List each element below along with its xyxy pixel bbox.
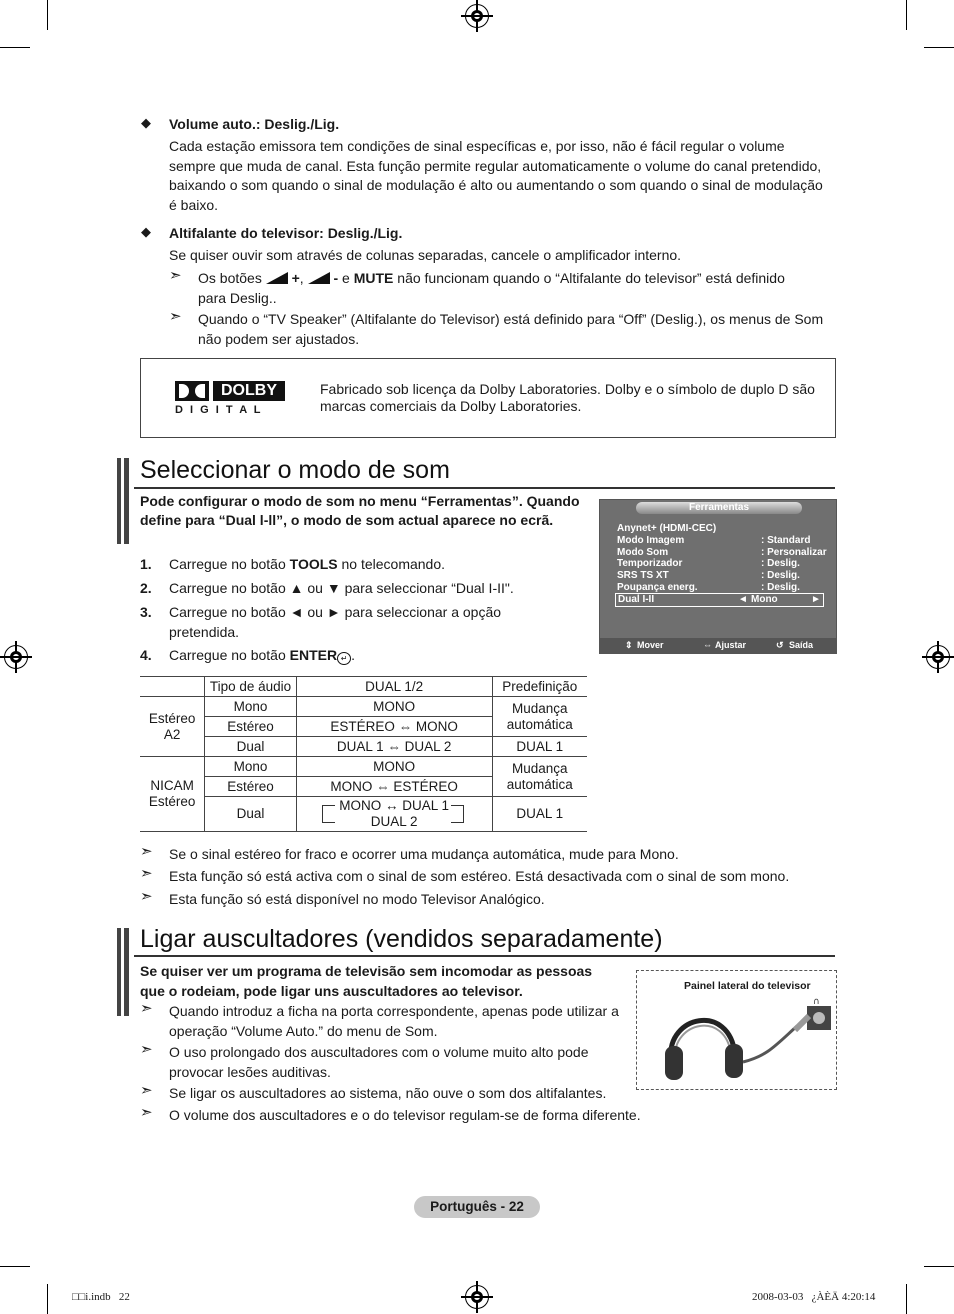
dolby-box [140, 358, 836, 438]
table-header: Predefinição [492, 677, 587, 697]
plus-label: + [291, 270, 300, 286]
print-date: 2008-03-03 ¿ÀÈÄ 4:20:14 [752, 1291, 876, 1303]
bullet-diamond-icon: ◆ [141, 224, 151, 239]
note-arrow-icon: ➣ [140, 1000, 153, 1017]
headphones-icon [657, 996, 832, 1084]
table-cell: Mudança automática [492, 697, 587, 737]
headphones-note: O volume dos auscultadores e o do televisor regulam-se de forma diferente. [169, 1107, 641, 1123]
double-d-icon [175, 381, 209, 401]
heading-rule [134, 487, 835, 489]
dolby-text: Fabricado sob licença da Dolby Laboratories. Dolby e o símbolo de duplo D são marcas comerciais da Dolby Laboratories. [320, 381, 815, 414]
note-text: Os botões [198, 270, 262, 286]
sound-mode-intro: Pode configurar o modo de som no menu “Ferramentas”. Quando define para “Dual l-ll”, o modo de som actual aparece no ecrã. [140, 493, 580, 528]
tools-menu-row: Temporizador : Deslig. [617, 558, 800, 569]
table-cell: Dual [205, 797, 296, 832]
move-icon: ⇕ [625, 640, 633, 650]
page-number: Português - 22 [414, 1196, 540, 1218]
table-cell: DUAL 1 ⇔ DUAL 2 [296, 737, 492, 757]
speaker-note-1: Os botões +, - e MUTE não funcionam quando o “Altifalante do televisor” está definido [198, 270, 785, 286]
volume-up-icon [266, 272, 288, 284]
tools-menu-row: Anynet+ (HDMI-CEC) [617, 523, 717, 534]
step-4: Carregue no botão ENTER ↵ . [169, 647, 355, 663]
sound-mode-table [140, 676, 587, 832]
table-cell: Mono [205, 757, 296, 777]
registration-mark-right [926, 645, 950, 669]
file-name: □□i.indb 22 [72, 1291, 130, 1303]
sound-note: Se o sinal estéreo for fraco e ocorrer uma mudança automática, mude para Mono. [169, 846, 679, 862]
note-arrow-icon: ➣ [140, 1104, 153, 1121]
table-cell: MONO [296, 757, 492, 777]
table-group-label: NICAM Estéreo [140, 757, 205, 832]
return-icon: ↺ [776, 640, 784, 650]
speaker-text: Se quiser ouvir som através de colunas separadas, cancele o amplificador interno. [169, 247, 682, 263]
step-number: 1. [140, 556, 152, 572]
headphones-heading: Ligar auscultadores (vendidos separadamente) [140, 925, 663, 953]
loop-bracket [322, 805, 335, 823]
enter-icon: ↵ [337, 652, 351, 665]
registration-mark-left [4, 645, 28, 669]
step-number: 4. [140, 647, 152, 663]
and-label: e [342, 270, 350, 286]
bullet-diamond-icon: ◆ [141, 115, 151, 130]
section-marker [117, 458, 129, 544]
table-header: Tipo de áudio [205, 677, 296, 697]
note-arrow-icon: ➣ [169, 308, 182, 325]
table-group-label: Estéreo A2 [140, 697, 205, 757]
note-arrow-icon: ➣ [140, 888, 153, 905]
table-cell: Estéreo [205, 777, 296, 797]
table-cell: ESTÉREO ⇔ MONO [296, 717, 492, 737]
table-cell: MONO [296, 697, 492, 717]
table-cell: Estéreo [205, 717, 296, 737]
section-marker [117, 928, 129, 1016]
tools-menu-row: Modo Imagem : Standard [617, 535, 811, 546]
table-cell-dual-loop: MONO ↔ DUAL 1 DUAL 2 [296, 797, 492, 832]
tools-menu-help-bar: ⇕ Mover ⇔ Ajustar ↺ Saída [600, 638, 836, 653]
sound-note: Esta função só está disponível no modo Televisor Analógico. [169, 891, 545, 907]
minus-label: - [333, 270, 339, 286]
dolby-logo [175, 379, 293, 419]
step-number: 3. [140, 604, 152, 620]
note-arrow-icon: ➣ [140, 1082, 153, 1099]
sound-note: Esta função só está activa com o sinal de som estéreo. Está desactivada com o sinal de som mono. [169, 868, 790, 884]
table-header: DUAL 1/2 [296, 677, 492, 697]
left-arrow-icon: ◄ [738, 594, 748, 605]
table-cell: Mudança automática [492, 757, 587, 797]
tools-menu-screen [599, 499, 837, 654]
note-arrow-icon: ➣ [169, 267, 182, 284]
table-cell: DUAL 1 [492, 797, 587, 832]
tools-menu-title: Ferramentas [636, 502, 802, 514]
heading-rule [134, 955, 835, 957]
note-arrow-icon: ➣ [140, 865, 153, 882]
sound-mode-heading: Seleccionar o modo de som [140, 456, 450, 484]
note-arrow-icon: ➣ [140, 843, 153, 860]
speaker-note-1-cont: para Deslig.. [198, 290, 277, 306]
tools-menu-row: Modo Som : Personalizar [617, 547, 827, 558]
loop-bracket [451, 805, 464, 823]
headphones-note: Se ligar os auscultadores ao sistema, não ouve o som dos altifalantes. [169, 1085, 607, 1101]
step-3: Carregue no botão ◄ ou ► para seleccionar a opção pretendida. [169, 604, 502, 640]
note-arrow-icon: ➣ [140, 1041, 153, 1058]
volume-auto-text: Cada estação emissora tem condições de sinal específicas e, por isso, não é fácil regular o volume sempre que muda de canal. Esta função permite regular automaticamente o volume do canal pretendido, baixando o som quando o sinal de modulação é alto ou aumentando o som quando o sinal de modulação é baixo. [169, 138, 823, 213]
table-cell: DUAL 1 [492, 737, 587, 757]
dolby-logo-word: DOLBY [213, 381, 285, 401]
registration-mark-top [465, 4, 489, 28]
note-text: não funcionam quando o “Altifalante do televisor” está definido [397, 270, 785, 286]
tools-menu-row: Poupança energ. : Deslig. [617, 582, 800, 593]
step-number: 2. [140, 580, 152, 596]
speaker-note-2: Quando o “TV Speaker” (Altifalante do Televisor) está definido para “Off” (Deslig.), os menus de Som não podem ser ajustados. [198, 311, 824, 347]
tools-menu-row: SRS TS XT : Deslig. [617, 570, 800, 581]
volume-auto-title: Volume auto.: Deslig./Lig. [169, 116, 340, 132]
mute-label: MUTE [353, 270, 394, 286]
tools-menu-selected-row: Dual I-II ◄ Mono ► [615, 593, 824, 607]
step-2: Carregue no botão ▲ ou ▼ para seleccionar “Dual I-II". [169, 580, 514, 596]
table-cell: MONO ⇔ ESTÉREO [296, 777, 492, 797]
headphones-note: Quando introduz a ficha na porta correspondente, apenas pode utilizar a operação “Volume Auto.” do menu de Som. [169, 1003, 619, 1039]
volume-down-icon [308, 272, 330, 284]
speaker-title: Altifalante do televisor: Deslig./Lig. [169, 225, 403, 241]
headphones-intro: Se quiser ver um programa de televisão sem incomodar as pessoas que o rodeiam, pode ligar uns auscultadores ao televisor. [140, 963, 593, 999]
svg-text:∩: ∩ [813, 997, 820, 1007]
headphones-note: O uso prolongado dos auscultadores com o volume muito alto pode provocar lesões auditivas. [169, 1044, 589, 1080]
registration-mark-bottom [465, 1285, 489, 1309]
adjust-icon: ⇔ [703, 640, 712, 650]
table-cell: Dual [205, 737, 296, 757]
headphones-illustration [636, 970, 837, 1090]
table-cell: Mono [205, 697, 296, 717]
step-1: Carregue no botão TOOLS no telecomando. [169, 556, 446, 572]
right-arrow-icon: ► [811, 594, 821, 605]
dolby-logo-digital: D I G I T A L [175, 404, 263, 416]
tv-side-panel-label: Painel lateral do televisor [684, 980, 811, 992]
